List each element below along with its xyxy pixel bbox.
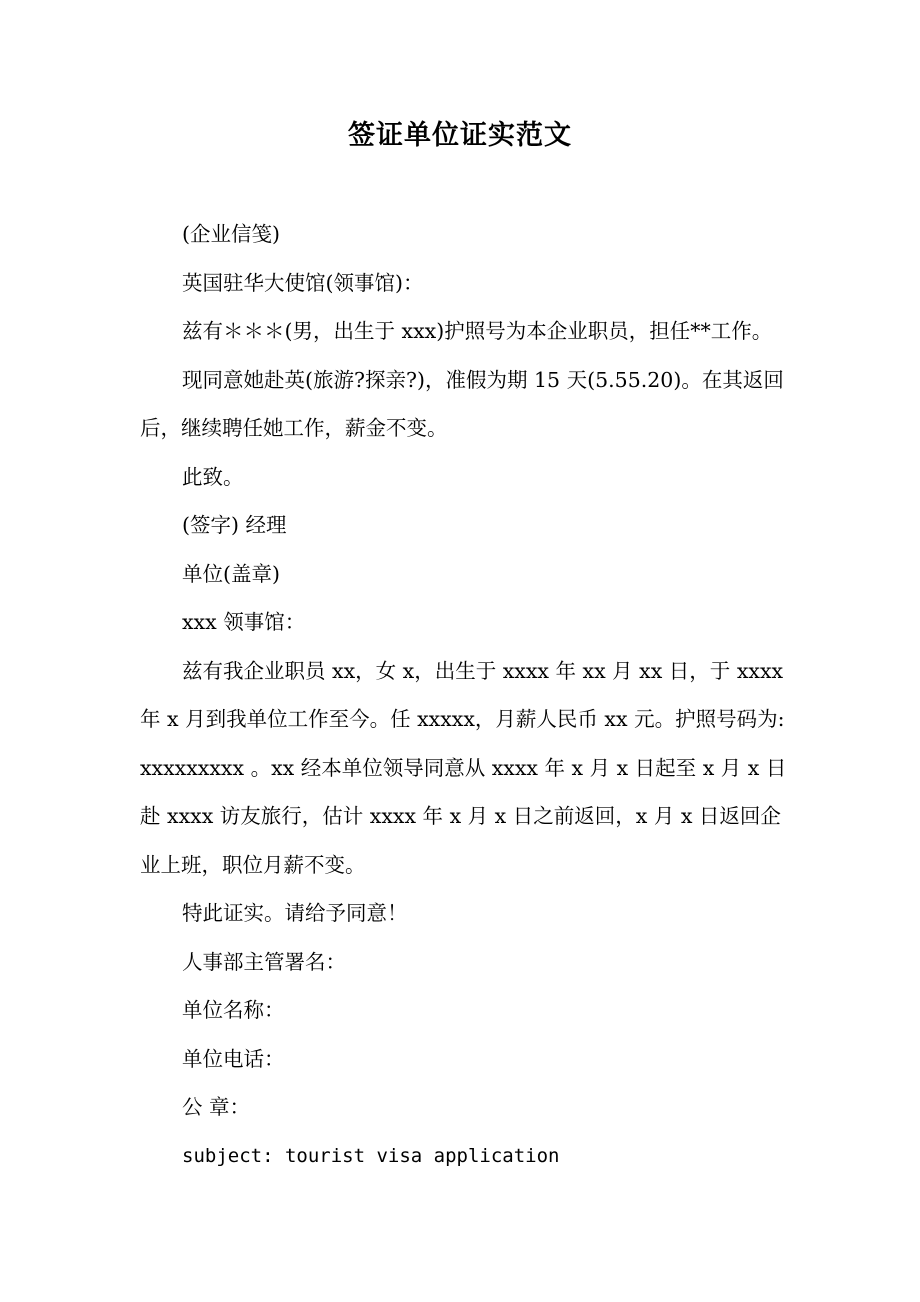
company-seal-line: 单位(盖章) xyxy=(182,561,280,586)
company-phone-line: 单位电话： xyxy=(182,1046,285,1071)
letterhead-line: (企业信笺) xyxy=(182,222,280,246)
employee-statement: 兹有＊＊＊(男，出生于 xxx)护照号为本企业职员，担任**工作。 xyxy=(182,319,773,343)
employment-certificate-paragraph: 兹有我企业职员 xx，女 x，出生于 xxxx 年 xx 月 xx 日，于 xxxx 年 x 月到我单位工作至今。任 xxxxx，月薪人民币 xx 元。护照号码为: xxxxxxxxx 。xx 经本单位领导同意从 xxxx 年 x 月 x 日起至 x 月 x 日赴 xxxx 访友旅行，估计 xxxx 年 x 月 x 日之前返回，x 月 x 日返回企业上班，职位月薪不变。 xyxy=(140,658,792,877)
salutation-embassy: 英国驻华大使馆(领事馆)： xyxy=(182,270,424,295)
official-seal-line: 公 章： xyxy=(182,1095,251,1119)
company-name-line: 单位名称： xyxy=(182,998,285,1022)
document-title: 签证单位证实范文 xyxy=(348,120,572,151)
request-line: 特此证实。请给予同意！ xyxy=(182,901,408,925)
leave-approval-paragraph: 现同意她赴英(旅游?探亲?)，准假为期 15 天(5.55.20)。在其返回后，继续聘任她工作，薪金不变。 xyxy=(140,367,784,440)
salutation-consulate: xxx 领事馆： xyxy=(182,610,306,634)
closing-line: 此致。 xyxy=(182,464,244,489)
document-body xyxy=(140,210,790,1180)
subject-line: subject: tourist visa application xyxy=(182,1144,560,1167)
signature-manager: (签字) 经理 xyxy=(182,513,287,537)
hr-signature-line: 人事部主管署名： xyxy=(182,949,346,974)
